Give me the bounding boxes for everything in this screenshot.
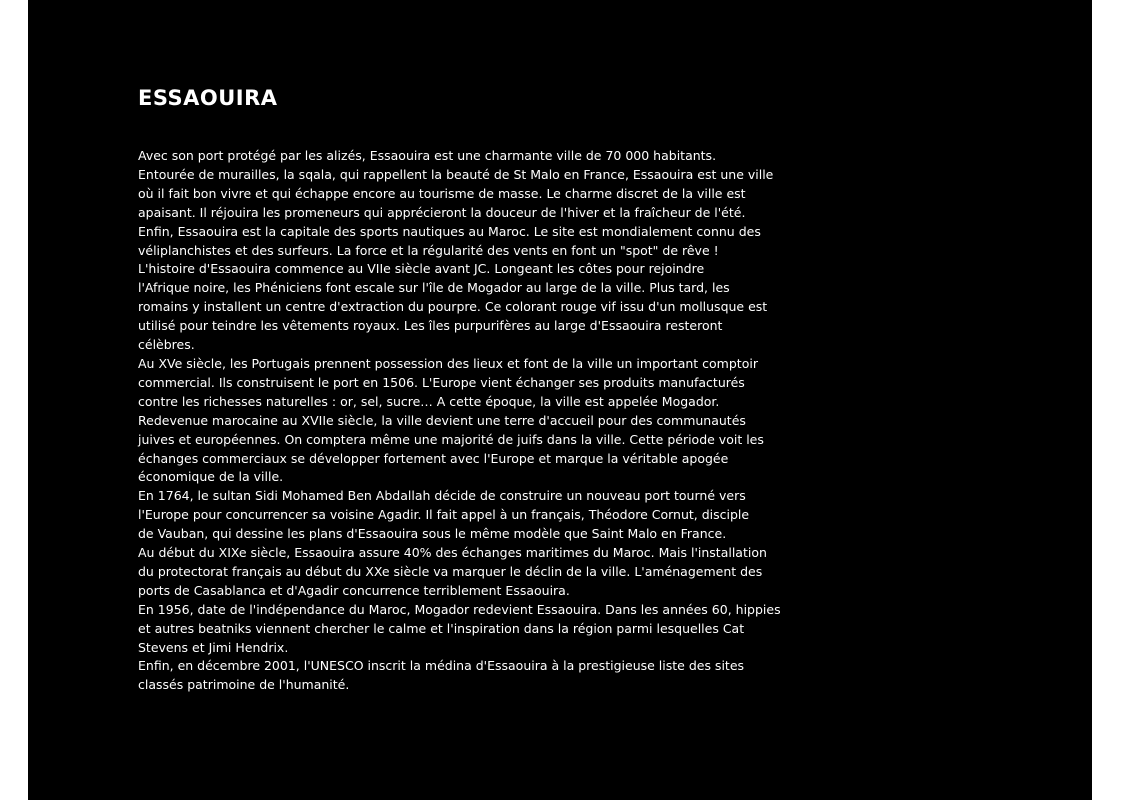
page-margin-left <box>0 0 28 800</box>
text-line: de Vauban, qui dessine les plans d'Essaouira sous le même modèle que Saint Malo en France. <box>138 526 727 542</box>
text-line: où il fait bon vivre et qui échappe encore au tourisme de masse. Le charme discret de la ville est <box>138 185 746 201</box>
text-line: Redevenue marocaine au XVIIe siècle, la ville devient une terre d'accueil pour des communautés <box>138 412 746 428</box>
text-line: romains y installent un centre d'extraction du pourpre. Ce colorant rouge vif issu d'un mollusque est <box>138 299 768 315</box>
page-margin-right <box>1092 0 1132 800</box>
text-line: du protectorat français au début du XXe siècle va marquer le déclin de la ville. L'aménagement des <box>138 563 763 579</box>
text-line: l'Europe pour concurrencer sa voisine Agadir. Il fait appel à un français, Théodore Cornut, disciple <box>138 507 750 523</box>
text-line: Enfin, Essaouira est la capitale des sports nautiques au Maroc. Le site est mondialement connu des <box>138 223 761 239</box>
text-line: contre les richesses naturelles : or, sel, sucre… A cette époque, la ville est appelée Mogador. <box>138 393 720 409</box>
text-line: En 1764, le sultan Sidi Mohamed Ben Abdallah décide de construire un nouveau port tourné vers <box>138 488 746 504</box>
text-line: célèbres. <box>138 337 195 353</box>
text-line: échanges commerciaux se développer fortement avec l'Europe et marque la véritable apogée <box>138 450 729 466</box>
text-line: ports de Casablanca et d'Agadir concurrence terriblement Essaouira. <box>138 582 570 598</box>
text-line: Stevens et Jimi Hendrix. <box>138 639 289 655</box>
text-line: classés patrimoine de l'humanité. <box>138 677 350 693</box>
text-line: économique de la ville. <box>138 469 284 485</box>
document-page <box>28 0 1092 800</box>
text-line: Au XVe siècle, les Portugais prennent possession des lieux et font de la ville un important comptoir <box>138 355 758 371</box>
text-line: véliplanchistes et des surfeurs. La force et la régularité des vents en font un "spot" de rêve ! <box>138 242 719 258</box>
text-line: l'Afrique noire, les Phéniciens font escale sur l'île de Mogador au large de la ville. Plus tard, les <box>138 280 730 296</box>
text-line: apaisant. Il réjouira les promeneurs qui apprécieront la douceur de l'hiver et la fraîcheur de l'été. <box>138 204 746 220</box>
text-line: et autres beatniks viennent chercher le calme et l'inspiration dans la région parmi lesquelles Cat <box>138 620 745 636</box>
text-line: juives et européennes. On comptera même une majorité de juifs dans la ville. Cette période voit les <box>138 431 764 447</box>
text-line: Avec son port protégé par les alizés, Essaouira est une charmante ville de 70 000 habitants. <box>138 148 717 163</box>
text-line: Au début du XIXe siècle, Essaouira assure 40% des échanges maritimes du Maroc. Mais l'installation <box>138 545 767 561</box>
text-line: En 1956, date de l'indépendance du Maroc, Mogador redevient Essaouira. Dans les années 60, hippies <box>138 601 781 617</box>
body-text <box>138 147 798 695</box>
text-line: utilisé pour teindre les vêtements royaux. Les îles purpurifères au large d'Essaouira resteront <box>138 318 723 334</box>
text-line: L'histoire d'Essaouira commence au VIIe siècle avant JC. Longeant les côtes pour rejoindre <box>138 261 705 277</box>
text-line: Entourée de murailles, la sqala, qui rappellent la beauté de St Malo en France, Essaouira est une ville <box>138 166 774 182</box>
text-line: commercial. Ils construisent le port en 1506. L'Europe vient échanger ses produits manufacturés <box>138 374 745 390</box>
page-title: ESSAOUIRA <box>138 86 278 110</box>
text-line: Enfin, en décembre 2001, l'UNESCO inscrit la médina d'Essaouira à la prestigieuse liste des sites <box>138 658 745 674</box>
